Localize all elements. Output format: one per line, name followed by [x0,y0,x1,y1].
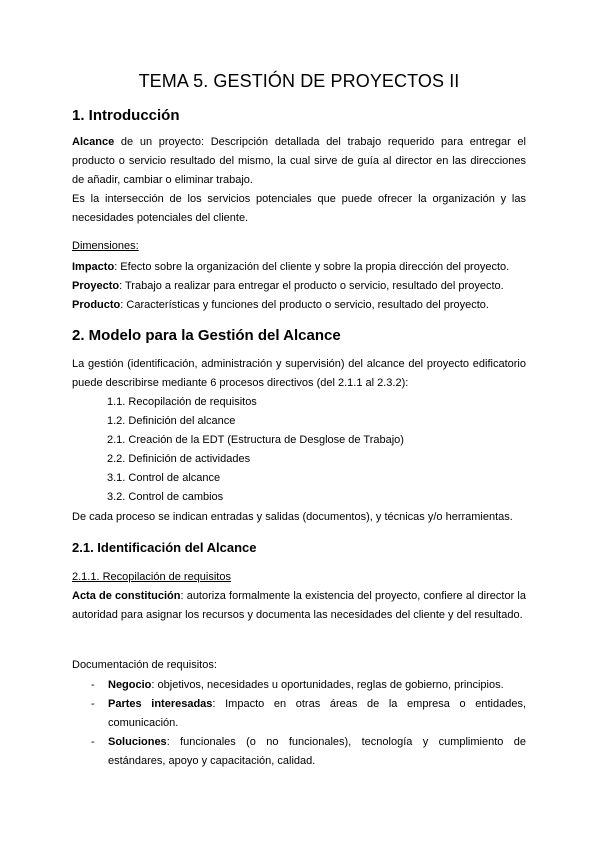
documentacion-label: Documentación de requisitos: [72,659,217,671]
section-heading-modelo: 2. Modelo para la Gestión del Alcance [72,327,341,344]
section-heading-identificacion: 2.1. Identificación del Alcance [72,540,257,555]
subsection-heading-recopilacion: 2.1.1. Recopilación de requisitos [72,571,231,583]
alcance-term: Alcance [72,136,115,148]
proyecto-text: : Trabajo a realizar para entregar el producto o servicio, resultado del proyecto. [119,280,504,292]
producto-text: : Características y funciones del producto o servicio, resultado del proyecto. [120,299,489,311]
alcance-paragraph [72,133,526,190]
impacto-text: : Efecto sobre la organización del cliente y sobre la propia dirección del proyecto. [114,261,510,273]
modelo-intro-paragraph: La gestión (identificación, administración y supervisión) del alcance del proyecto edificatorio puede describirse mediante 6 procesos directivos (del 2.1.1 al 2.3.2): [72,358,526,389]
dimension-proyecto [72,277,504,296]
bullet-text: : objetivos, necesidades u oportunidades, reglas de gobierno, principios. [151,679,504,691]
bullet-marker: - [91,679,95,691]
modelo-outro-paragraph: De cada proceso se indican entradas y salidas (documentos), y técnicas y/o herramientas. [72,511,513,523]
bullet-term: Negocio [108,679,152,691]
process-item: 3.2. Control de cambios [107,491,224,503]
process-item: 2.2. Definición de actividades [107,453,251,465]
section-heading-introduccion: 1. Introducción [72,107,180,124]
document-title: TEMA 5. GESTIÓN DE PROYECTOS II [138,71,460,91]
dimensiones-label: Dimensiones: [72,240,139,252]
bullet-item-negocio [108,676,526,695]
bullet-text: : funcionales (o no funcionales), tecnología y cumplimiento de estándares, apoyo y capacitación, calidad. [108,736,526,767]
process-item: 1.1. Recopilación de requisitos [107,396,257,408]
alcance-text: de un proyecto: Descripción detallada del trabajo requerido para entregar el producto o servicio resultado del mismo, la cual sirve de guía al director en las direcciones de añadir, cambiar o eliminar trabajo. [72,136,526,186]
bullet-text: : Impacto en otras áreas de la empresa o entidades, comunicación. [108,698,526,729]
bullet-item-soluciones [108,733,526,771]
acta-text: : autoriza formalmente la existencia del proyecto, confiere al director la autoridad para asignar los recursos y documenta las necesidades del cliente y del resultado. [72,590,526,621]
producto-term: Producto [72,299,121,311]
bullet-marker: - [91,698,95,710]
dimension-producto [72,296,489,315]
bullet-item-partes [108,695,526,733]
bullet-term: Soluciones [108,736,167,748]
dimension-impacto [72,258,509,277]
process-item: 3.1. Control de alcance [107,472,221,484]
interseccion-paragraph: Es la intersección de los servicios potenciales que puede ofrecer la organización y las necesidades potenciales del cliente. [72,193,526,224]
acta-paragraph [72,587,526,625]
process-item: 2.1. Creación de la EDT (Estructura de Desglose de Trabajo) [107,434,404,446]
bullet-marker: - [91,736,95,748]
proyecto-term: Proyecto [72,280,120,292]
bullet-term: Partes interesadas [108,698,213,710]
process-item: 1.2. Definición del alcance [107,415,236,427]
acta-term: Acta de constitución [72,590,181,602]
impacto-term: Impacto [72,261,115,273]
